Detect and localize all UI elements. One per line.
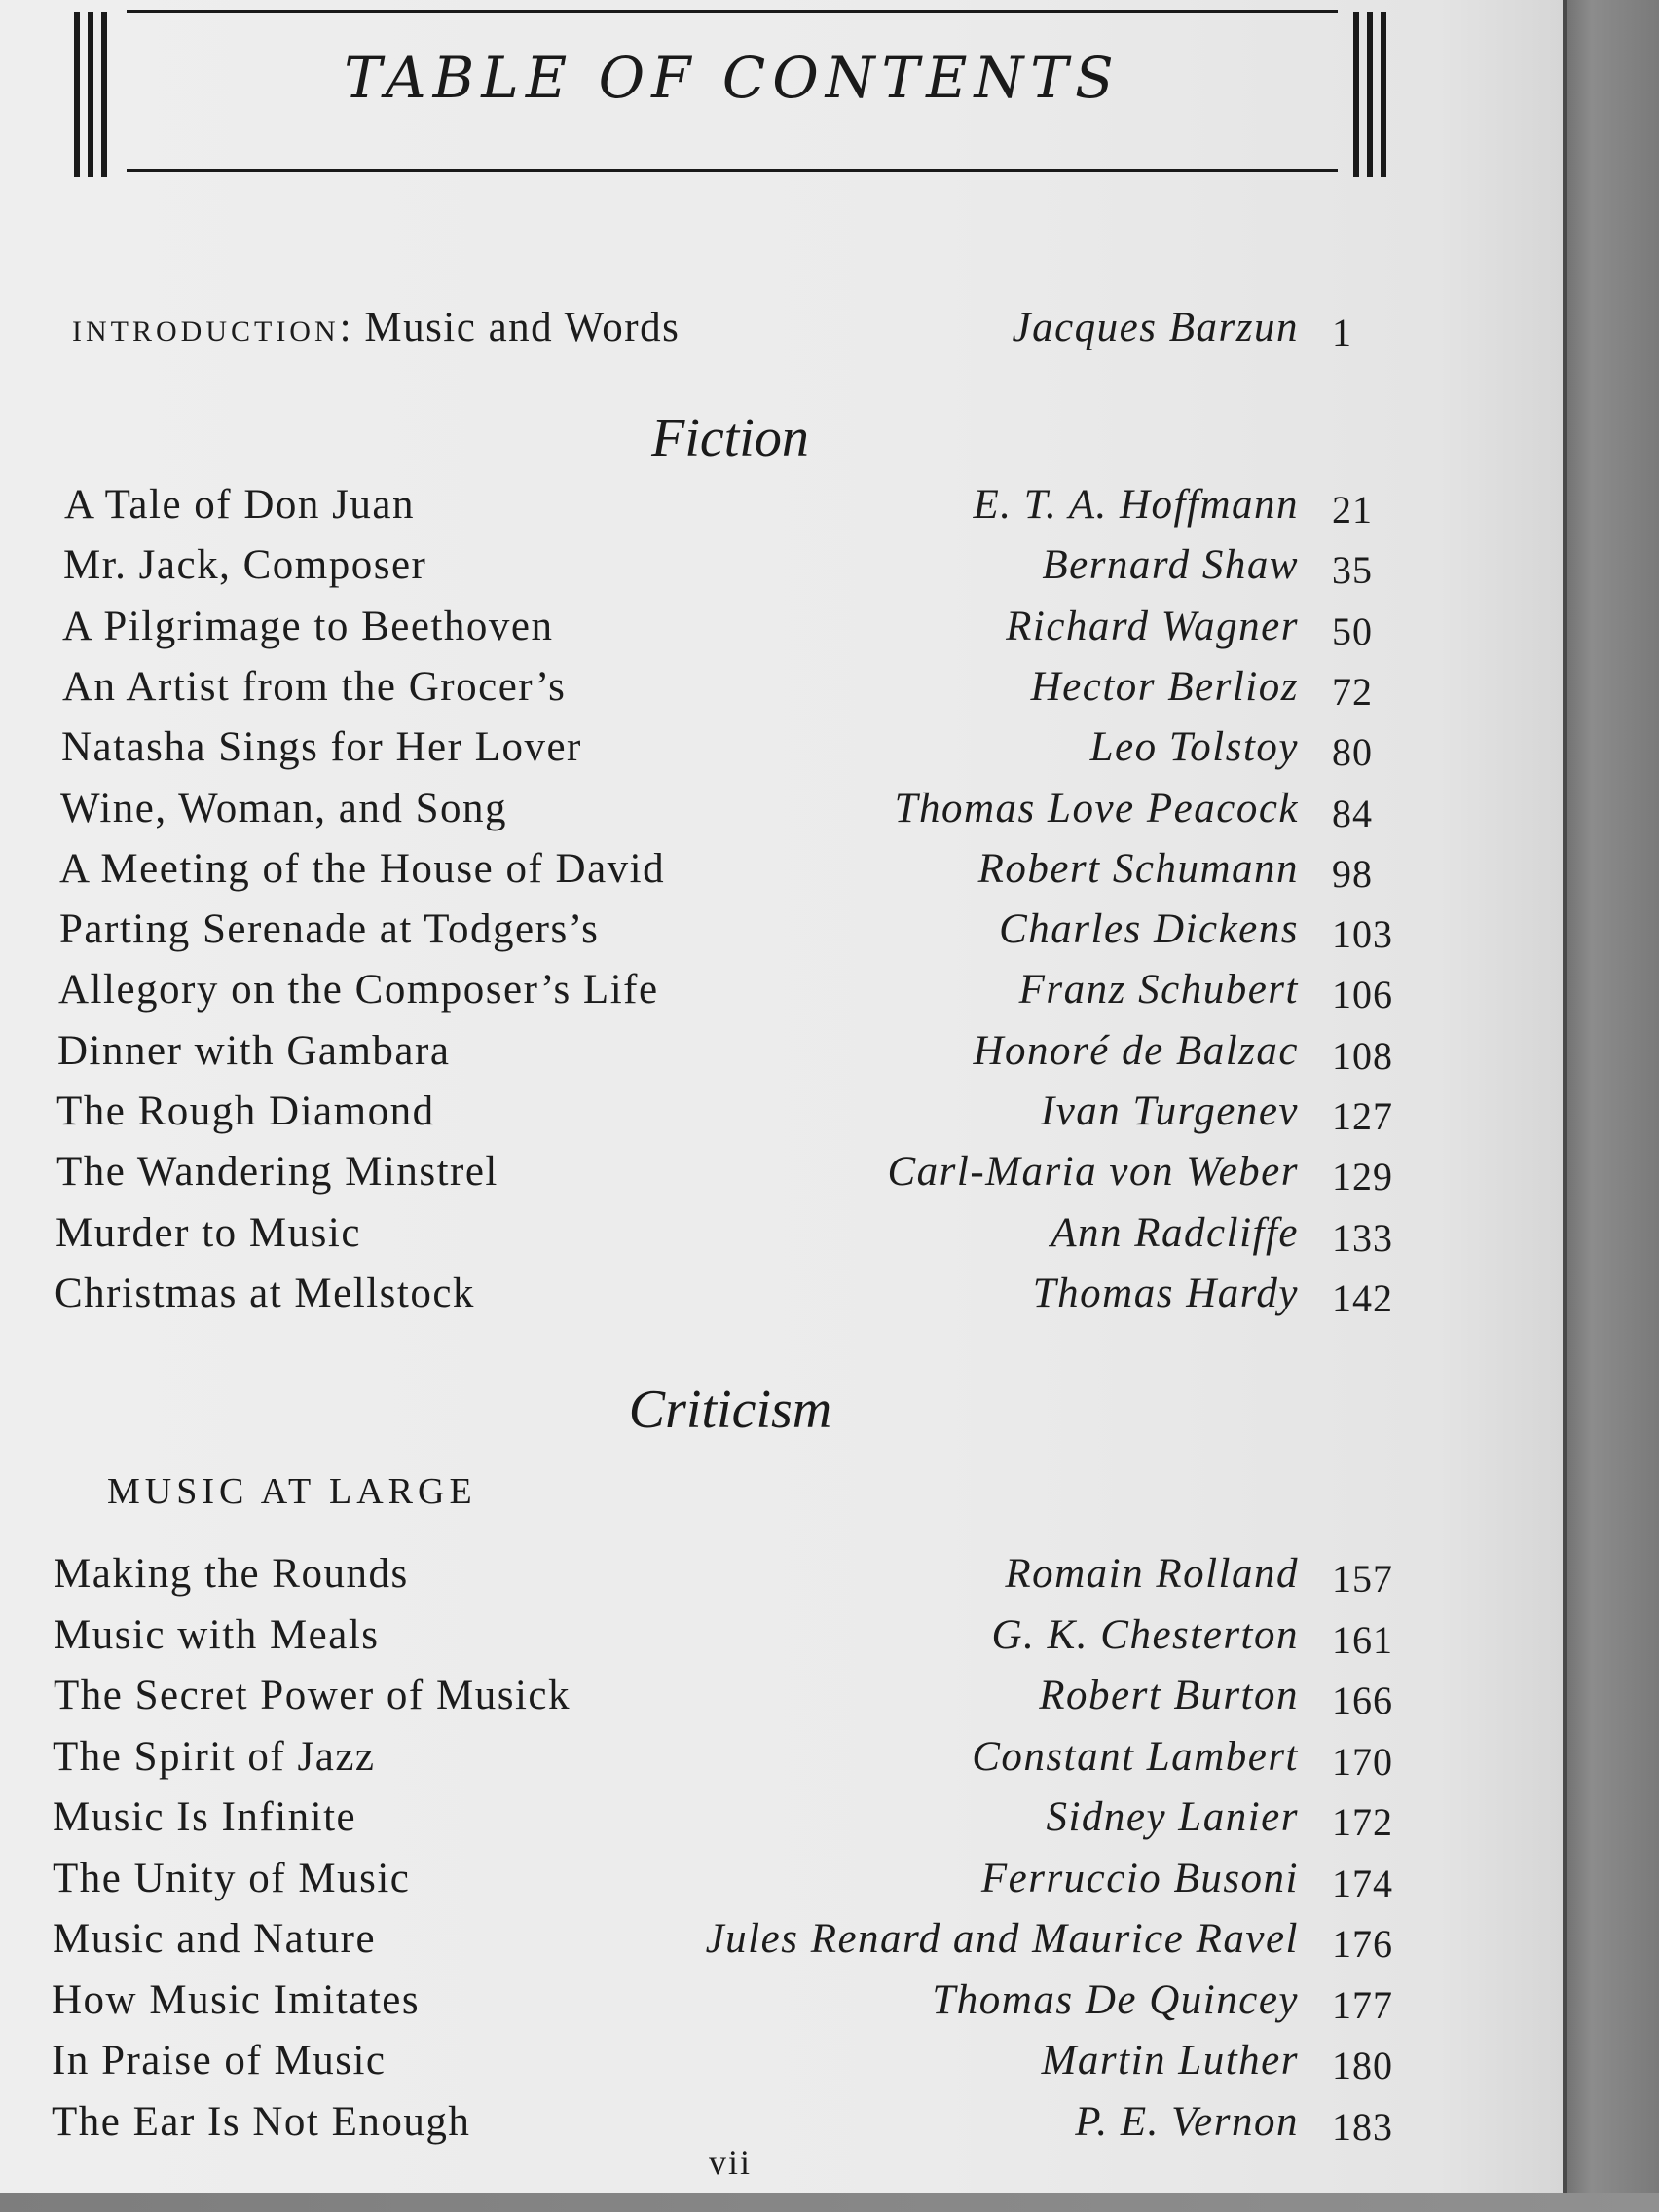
toc-entry xyxy=(0,1088,1460,1142)
entry-page-number: 180 xyxy=(1332,2044,1393,2087)
introduction-page: 1 xyxy=(1332,311,1352,354)
entry-author: Leo Tolstoy xyxy=(1089,724,1299,771)
entry-title: Mr. Jack, Composer xyxy=(63,542,427,589)
entry-title: Christmas at Mellstock xyxy=(55,1270,475,1316)
toc-entry xyxy=(0,663,1460,718)
entry-title: The Wandering Minstrel xyxy=(56,1149,498,1196)
entry-title: A Tale of Don Juan xyxy=(64,482,415,528)
entry-title: A Meeting of the House of David xyxy=(59,845,666,892)
toc-entry xyxy=(0,1976,1460,2031)
entry-author: Martin Luther xyxy=(1041,2038,1299,2083)
introduction-label: INTRODUCTION xyxy=(72,315,340,348)
introduction-author: Jacques Barzun xyxy=(1012,305,1299,350)
toc-entry xyxy=(0,1148,1460,1202)
entry-page-number: 103 xyxy=(1332,912,1393,957)
toc-entry xyxy=(0,1270,1460,1324)
toc-entry xyxy=(0,1672,1460,1726)
toc-entry xyxy=(0,2037,1460,2091)
entry-title: Murder to Music xyxy=(55,1209,361,1256)
entry-author: Richard Wagner xyxy=(1006,603,1299,649)
entry-page-number: 50 xyxy=(1332,608,1373,653)
entry-title: The Rough Diamond xyxy=(56,1088,435,1134)
entry-title: Music Is Infinite xyxy=(53,1794,357,1840)
toc-entry xyxy=(0,966,1460,1020)
header-rule-bottom xyxy=(127,169,1338,172)
entry-author: Constant Lambert xyxy=(972,1733,1299,1780)
entry-page-number: 108 xyxy=(1332,1033,1393,1078)
entry-title: The Secret Power of Musick xyxy=(54,1673,571,1718)
entry-page-number: 172 xyxy=(1332,1800,1393,1844)
entry-page-number: 176 xyxy=(1332,1922,1393,1966)
entry-page-number: 21 xyxy=(1332,488,1373,532)
entry-title: An Artist from the Grocer’s xyxy=(62,663,567,710)
section-heading-criticism: Criticism xyxy=(628,1380,832,1440)
introduction-separator: : xyxy=(339,305,353,350)
toc-entry xyxy=(0,1855,1460,1909)
entry-page-number: 170 xyxy=(1332,1739,1393,1784)
entry-page-number: 183 xyxy=(1332,2104,1393,2149)
entry-page-number: 142 xyxy=(1332,1275,1393,1320)
entry-page-number: 174 xyxy=(1332,1861,1393,1905)
entry-page-number: 177 xyxy=(1332,1982,1393,2027)
entry-title: Music and Nature xyxy=(53,1916,377,1962)
toc-entry xyxy=(0,1209,1460,1264)
entry-page-number: 98 xyxy=(1332,851,1373,896)
entry-author: Thomas De Quincey xyxy=(932,1976,1299,2023)
entry-page-number: 72 xyxy=(1332,669,1373,714)
header-ornament-left xyxy=(74,12,109,177)
entry-author: Robert Burton xyxy=(1039,1673,1299,1718)
entry-page-number: 133 xyxy=(1332,1215,1393,1260)
entry-title: The Unity of Music xyxy=(53,1855,411,1901)
entry-title: The Ear Is Not Enough xyxy=(52,2098,471,2145)
page-title: TABLE OF CONTENTS xyxy=(344,45,1121,111)
entry-author: Honoré de Balzac xyxy=(973,1027,1299,1074)
entry-page-number: 157 xyxy=(1332,1557,1393,1601)
entry-page-number: 127 xyxy=(1332,1094,1393,1138)
entry-page-number: 161 xyxy=(1332,1617,1393,1662)
entry-author: Romain Rolland xyxy=(1005,1551,1299,1597)
entry-page-number: 129 xyxy=(1332,1155,1393,1199)
toc-entry xyxy=(0,723,1460,778)
header-ornament-right xyxy=(1353,12,1388,177)
introduction-title-text: Music and Words xyxy=(364,305,681,350)
entry-author: Carl-Maria von Weber xyxy=(887,1149,1299,1196)
entry-author: Franz Schubert xyxy=(1018,967,1299,1014)
entry-page-number: 84 xyxy=(1332,791,1373,835)
entry-title: Dinner with Gambara xyxy=(57,1027,451,1074)
entry-author: Thomas Hardy xyxy=(1032,1270,1299,1316)
toc-entry xyxy=(0,541,1460,596)
toc-entry xyxy=(0,481,1460,535)
facing-page-edge xyxy=(1563,0,1659,2212)
toc-entry xyxy=(0,1027,1460,1082)
toc-entry xyxy=(0,1915,1460,1970)
entry-title: Making the Rounds xyxy=(54,1551,409,1597)
entry-author: Ivan Turgenev xyxy=(1040,1088,1299,1134)
bottom-strip xyxy=(0,2193,1659,2212)
entry-title: Allegory on the Composer’s Life xyxy=(58,967,659,1014)
entry-title: How Music Imitates xyxy=(52,1976,421,2023)
entry-author: E. T. A. Hoffmann xyxy=(973,482,1299,528)
entry-title: Wine, Woman, and Song xyxy=(60,785,508,831)
subheading-music-at-large: MUSIC AT LARGE xyxy=(107,1471,477,1512)
entry-author: Charles Dickens xyxy=(999,906,1299,953)
entry-title: Natasha Sings for Her Lover xyxy=(61,724,582,771)
toc-entry xyxy=(0,1793,1460,1848)
entry-title: Parting Serenade at Todgers’s xyxy=(59,906,600,953)
toc-entry xyxy=(0,1611,1460,1666)
entry-author: P. E. Vernon xyxy=(1075,2098,1299,2145)
section-heading-fiction: Fiction xyxy=(651,408,809,468)
entry-author: Bernard Shaw xyxy=(1042,542,1299,589)
entry-title: In Praise of Music xyxy=(52,2038,387,2083)
entry-page-number: 106 xyxy=(1332,973,1393,1017)
entry-page-number: 35 xyxy=(1332,548,1373,593)
toc-entry xyxy=(0,1550,1460,1604)
entry-author: G. K. Chesterton xyxy=(991,1611,1299,1658)
entry-author: Hector Berlioz xyxy=(1030,663,1299,710)
entry-author: Sidney Lanier xyxy=(1046,1794,1299,1840)
entry-page-number: 80 xyxy=(1332,730,1373,775)
entry-author: Ann Radcliffe xyxy=(1051,1209,1299,1256)
toc-entry xyxy=(0,785,1460,839)
page-number-folio: vii xyxy=(708,2143,752,2182)
entry-page-number: 166 xyxy=(1332,1678,1393,1722)
toc-entry xyxy=(0,845,1460,900)
entry-author: Thomas Love Peacock xyxy=(894,785,1299,831)
entry-author: Robert Schumann xyxy=(977,845,1299,892)
header-rule-top xyxy=(127,10,1338,13)
introduction-title xyxy=(72,304,680,351)
entry-title: A Pilgrimage to Beethoven xyxy=(62,603,554,649)
entry-author: Jules Renard and Maurice Ravel xyxy=(705,1916,1299,1962)
entry-title: Music with Meals xyxy=(54,1611,380,1658)
toc-entry xyxy=(0,1733,1460,1788)
toc-entry-introduction xyxy=(0,304,1460,358)
toc-entry xyxy=(0,905,1460,960)
entry-author: Ferruccio Busoni xyxy=(980,1855,1299,1901)
entry-title: The Spirit of Jazz xyxy=(53,1733,376,1780)
toc-entry xyxy=(0,603,1460,657)
